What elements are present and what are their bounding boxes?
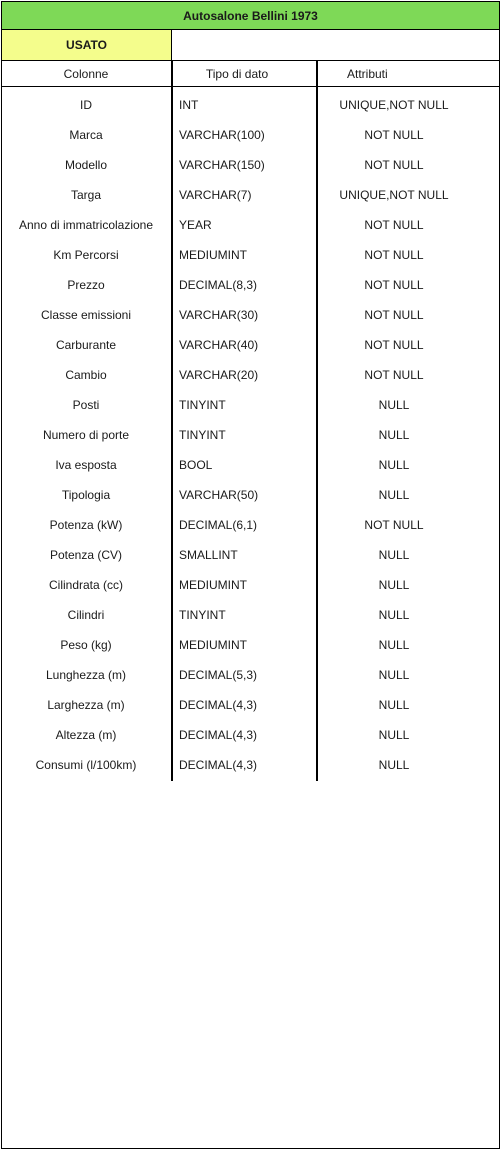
column-attributes: NOT NULL <box>364 158 424 172</box>
column-name: Peso (kg) <box>60 638 112 652</box>
column-name: Larghezza (m) <box>47 698 125 712</box>
table-row <box>1 420 500 450</box>
table-row <box>1 90 500 120</box>
table-name-usato: USATO <box>1 30 172 61</box>
column-name: Marca <box>69 128 103 142</box>
column-attributes: UNIQUE,NOT NULL <box>339 98 449 112</box>
column-name: Anno di immatricolazione <box>18 218 154 232</box>
column-attributes: NULL <box>378 488 410 502</box>
column-attributes: NULL <box>378 428 410 442</box>
header-attributes: Attributi <box>347 67 388 81</box>
table-row <box>1 630 500 660</box>
column-type: VARCHAR(50) <box>179 488 259 502</box>
column-name: Cilindri <box>67 608 105 622</box>
table-row <box>1 360 500 390</box>
column-attributes: NULL <box>378 578 410 592</box>
column-name: Lunghezza (m) <box>45 668 127 682</box>
column-type: INT <box>179 98 199 112</box>
column-type: DECIMAL(4,3) <box>179 758 258 772</box>
column-type: BOOL <box>179 458 213 472</box>
column-attributes: NOT NULL <box>364 518 424 532</box>
table-row <box>1 660 500 690</box>
table-row <box>1 540 500 570</box>
table-row <box>1 720 500 750</box>
column-type: MEDIUMINT <box>179 638 247 652</box>
column-name: Cambio <box>65 368 107 382</box>
column-attributes: NOT NULL <box>364 248 424 262</box>
table-name-empty-cell <box>171 30 500 61</box>
diagram-title: Autosalone Bellini 1973 <box>1 1 500 30</box>
column-name: Tipologia <box>61 488 111 502</box>
column-name: Consumi (l/100km) <box>35 758 137 772</box>
table-row <box>1 570 500 600</box>
column-attributes: NOT NULL <box>364 128 424 142</box>
column-attributes: NOT NULL <box>364 278 424 292</box>
header-columns: Colonne <box>63 67 109 81</box>
column-type: SMALLINT <box>179 548 238 562</box>
column-attributes: NULL <box>378 638 410 652</box>
column-type: DECIMAL(8,3) <box>179 278 258 292</box>
column-type: MEDIUMINT <box>179 248 247 262</box>
column-type: VARCHAR(40) <box>179 338 259 352</box>
column-type: TINYINT <box>179 428 226 442</box>
table-row <box>1 240 500 270</box>
table-row <box>1 300 500 330</box>
table-row <box>1 480 500 510</box>
column-attributes: NULL <box>378 668 410 682</box>
table-row <box>1 270 500 300</box>
column-attributes: NULL <box>378 398 410 412</box>
header-type: Tipo di dato <box>205 67 269 81</box>
table-row <box>1 210 500 240</box>
column-attributes: NULL <box>378 728 410 742</box>
column-type: DECIMAL(5,3) <box>179 668 258 682</box>
column-name: Iva esposta <box>55 458 117 472</box>
column-name: Numero di porte <box>42 428 130 442</box>
column-name: Modello <box>64 158 108 172</box>
column-name: Targa <box>70 188 102 202</box>
column-name: Potenza (kW) <box>49 518 123 532</box>
column-name: Altezza (m) <box>55 728 117 742</box>
table-row <box>1 750 500 780</box>
column-name: Km Percorsi <box>53 248 119 262</box>
column-attributes: NOT NULL <box>364 338 424 352</box>
column-name: Potenza (CV) <box>49 548 123 562</box>
column-name: Cilindrata (cc) <box>48 578 123 592</box>
column-attributes: NOT NULL <box>364 218 424 232</box>
column-attributes: NULL <box>378 458 410 472</box>
column-type: YEAR <box>179 218 212 232</box>
column-type: MEDIUMINT <box>179 578 247 592</box>
column-attributes: NOT NULL <box>364 308 424 322</box>
table-row <box>1 180 500 210</box>
table-row <box>1 510 500 540</box>
table-row <box>1 600 500 630</box>
header-divider <box>1 86 500 87</box>
column-type: VARCHAR(150) <box>179 158 265 172</box>
column-name: Posti <box>72 398 100 412</box>
column-attributes: NULL <box>378 608 410 622</box>
column-type: DECIMAL(4,3) <box>179 698 258 712</box>
table-row <box>1 330 500 360</box>
column-attributes: NULL <box>378 698 410 712</box>
column-type: DECIMAL(6,1) <box>179 518 258 532</box>
column-type: VARCHAR(20) <box>179 368 259 382</box>
column-attributes: NULL <box>378 548 410 562</box>
column-name: Carburante <box>55 338 117 352</box>
column-type: DECIMAL(4,3) <box>179 728 258 742</box>
table-row <box>1 690 500 720</box>
column-type: TINYINT <box>179 608 226 622</box>
column-type: VARCHAR(30) <box>179 308 259 322</box>
column-type: VARCHAR(100) <box>179 128 265 142</box>
column-attributes: NULL <box>378 758 410 772</box>
column-name: ID <box>80 98 92 112</box>
column-type: VARCHAR(7) <box>179 188 252 202</box>
table-row <box>1 120 500 150</box>
table-row <box>1 150 500 180</box>
column-name: Prezzo <box>67 278 105 292</box>
column-type: TINYINT <box>179 398 226 412</box>
column-attributes: UNIQUE,NOT NULL <box>339 188 449 202</box>
table-row <box>1 450 500 480</box>
column-attributes: NOT NULL <box>364 368 424 382</box>
column-name: Classe emissioni <box>40 308 132 322</box>
table-row <box>1 390 500 420</box>
